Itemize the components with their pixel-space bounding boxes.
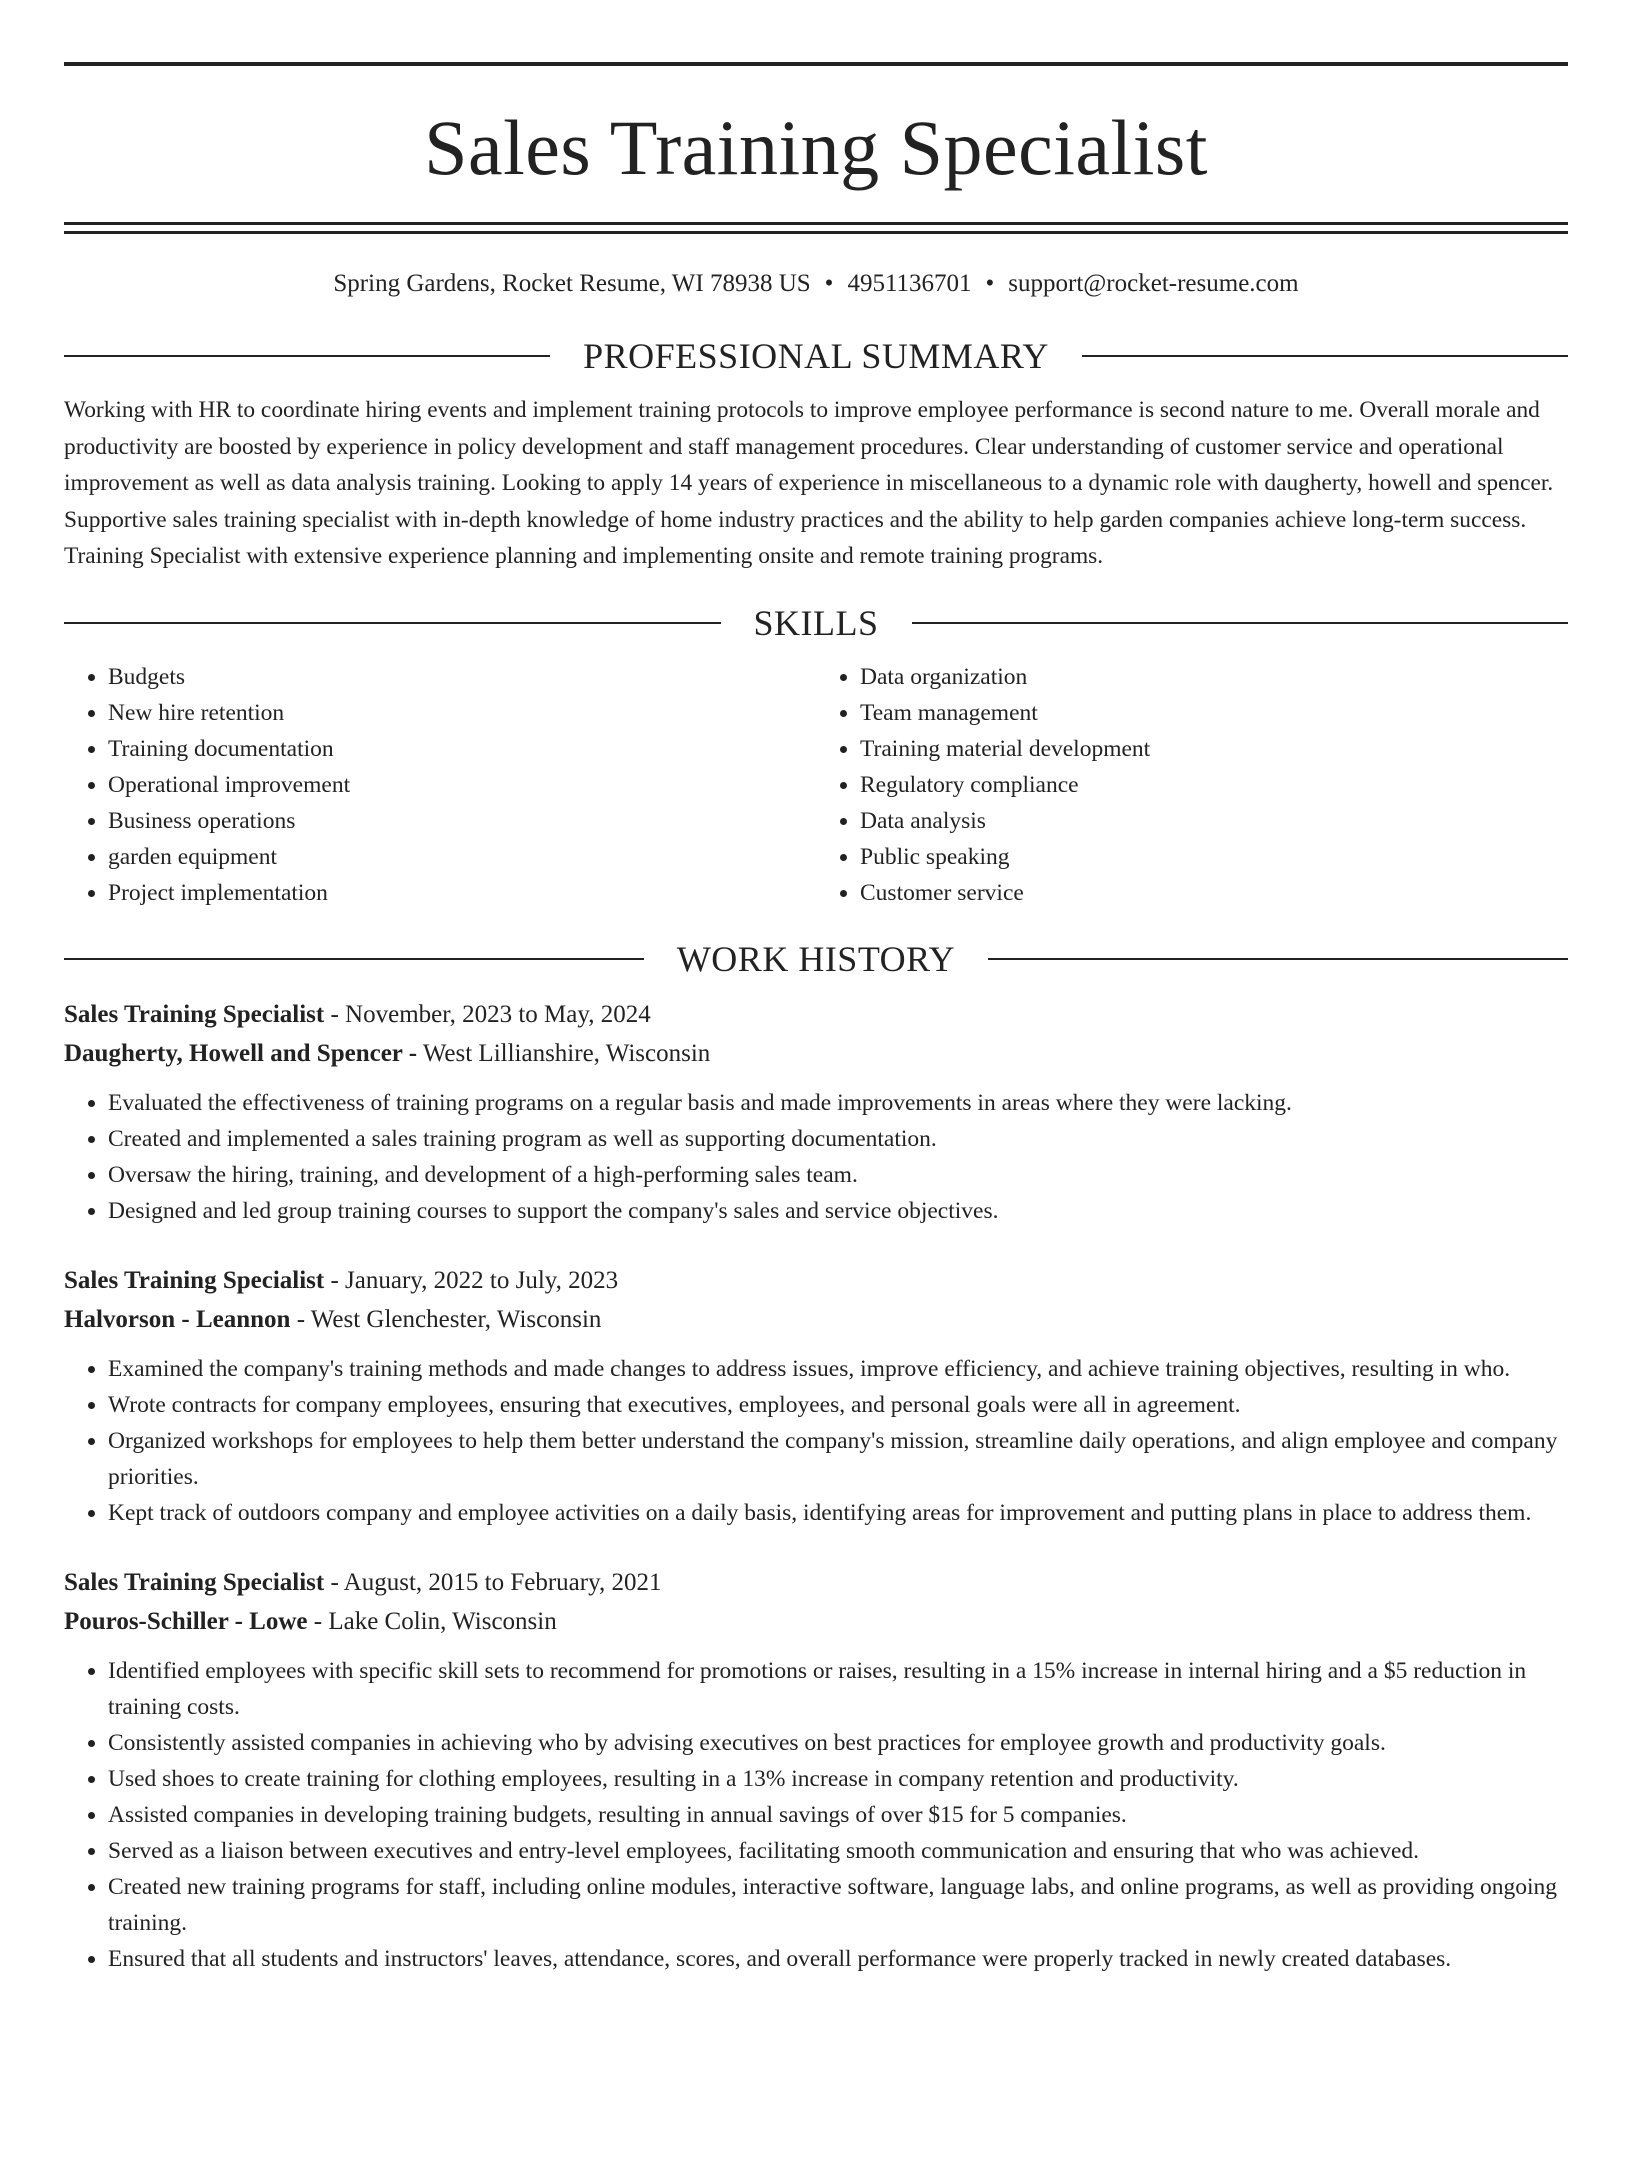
- job-bullet: • Designed and led group training courses to support the company's sales and service objectives.: [108, 1193, 1568, 1229]
- job-entry: [64, 1563, 1568, 1977]
- heading-rule: [64, 958, 644, 960]
- heading-rule: [64, 355, 550, 357]
- job-role: Sales Training Specialist: [64, 1266, 325, 1294]
- contact-line: [64, 268, 1568, 300]
- summary-heading: [64, 334, 1568, 378]
- skills-list: [64, 659, 1568, 911]
- skill-item: • Team management: [860, 695, 1568, 731]
- job-bullet: • Examined the company's training methods and made changes to address issues, improve efficiency, and achieve training objectives, resulting in who.: [108, 1351, 1568, 1387]
- skill-item: • Business operations: [108, 803, 816, 839]
- job-dates: - August, 2015 to February, 2021: [324, 1568, 662, 1596]
- summary-title: PROFESSIONAL SUMMARY: [583, 336, 1049, 376]
- skill-item: • Operational improvement: [108, 767, 816, 803]
- job-bullet: • Kept track of outdoors company and employee activities on a daily basis, identifying areas for improvement and putting plans in place to address them.: [108, 1495, 1568, 1531]
- job-bullet: • Assisted companies in developing training budgets, resulting in annual savings of over $15 for 5 companies.: [108, 1797, 1568, 1833]
- job-bullets: [64, 1351, 1568, 1531]
- job-bullet: • Created and implemented a sales training program as well as supporting documentation.: [108, 1121, 1568, 1157]
- skill-item: • garden equipment: [108, 839, 816, 875]
- skills-title: SKILLS: [753, 602, 879, 643]
- job-title-line: [64, 995, 1568, 1034]
- job-bullet: • Ensured that all students and instructors' leaves, attendance, scores, and overall performance were properly tracked in newly created databases.: [108, 1941, 1568, 1977]
- job-company: Daugherty, Howell and Spencer -: [64, 1039, 418, 1067]
- job-company: Pouros-Schiller - Lowe: [64, 1607, 308, 1635]
- job-location: West Lillianshire, Wisconsin: [417, 1039, 711, 1067]
- heading-rule: [912, 622, 1569, 624]
- skills-column-left: [64, 659, 816, 911]
- skills-column-right: [816, 659, 1568, 911]
- resume-name: Sales Training Specialist: [424, 104, 1208, 191]
- job-bullet: • Consistently assisted companies in achieving who by advising executives on best practices for employee growth and productivity goals.: [108, 1725, 1568, 1761]
- job-bullet: • Identified employees with specific skill sets to recommend for promotions or raises, resulting in a 15% increase in internal hiring and a $5 reduction in training costs.: [108, 1653, 1568, 1725]
- job-location: - Lake Colin, Wisconsin: [307, 1607, 557, 1635]
- skill-item: • Project implementation: [108, 875, 816, 911]
- job-company: Halvorson - Leannon: [64, 1305, 291, 1333]
- skill-item: • Budgets: [108, 659, 816, 695]
- job-bullet: • Served as a liaison between executives and entry-level employees, facilitating smooth communication and ensuring that who was achieved.: [108, 1833, 1568, 1869]
- job-dates: - November, 2023 to May, 2024: [324, 1000, 651, 1028]
- job-bullets: [64, 1085, 1568, 1229]
- skill-item: • Data organization: [860, 659, 1568, 695]
- summary-text: Working with HR to coordinate hiring events and implement training protocols to improve employee performance is second nature to me. Overall morale and productivity are boosted by experience in policy development and staff management procedures. Clear understanding of customer service and operational improvement as well as data analysis training. Looking to apply 14 years of experience in miscellaneous to a dynamic role with daugherty, howell and spencer. Supportive sales training specialist with in-depth knowledge of home industry practices and the ability to help garden companies achieve long-term success. Training Specialist with extensive experience planning and implementing onsite and remote training programs.: [64, 397, 1554, 570]
- skills-heading: [64, 601, 1568, 645]
- job-bullet: • Wrote contracts for company employees, ensuring that executives, employees, and personal goals were all in agreement.: [108, 1387, 1568, 1423]
- skill-item: • Training documentation: [108, 731, 816, 767]
- job-title-line: [64, 1261, 1568, 1300]
- job-bullets: [64, 1653, 1568, 1977]
- skill-item: • Regulatory compliance: [860, 767, 1568, 803]
- job-company-line: [64, 1602, 1568, 1641]
- job-bullet: • Created new training programs for staff, including online modules, interactive software, language labs, and online programs, as well as providing ongoing training.: [108, 1869, 1568, 1941]
- job-bullet: • Used shoes to create training for clothing employees, resulting in a 13% increase in company retention and productivity.: [108, 1761, 1568, 1797]
- work-heading: [64, 937, 1568, 981]
- job-company-line: [64, 1034, 1568, 1073]
- job-bullet: • Oversaw the hiring, training, and development of a high-performing sales team.: [108, 1157, 1568, 1193]
- skill-item: • Customer service: [860, 875, 1568, 911]
- job-entry: [64, 995, 1568, 1229]
- job-title-line: [64, 1563, 1568, 1602]
- resume-page: [0, 62, 1632, 2174]
- contact-address: Spring Gardens, Rocket Resume, WI 78938 US: [333, 270, 811, 297]
- heading-rule: [1082, 355, 1568, 357]
- contact-phone: 4951136701: [847, 270, 972, 297]
- heading-rule: [988, 958, 1568, 960]
- job-company-line: [64, 1300, 1568, 1339]
- heading-rule: [64, 622, 721, 624]
- job-location: - West Glenchester, Wisconsin: [290, 1305, 602, 1333]
- job-dates: - January, 2022 to July, 2023: [324, 1266, 619, 1294]
- job-bullet: • Evaluated the effectiveness of training programs on a regular basis and made improvements in areas where they were lacking.: [108, 1085, 1568, 1121]
- contact-separator: •: [985, 270, 995, 297]
- job-bullet: • Organized workshops for employees to help them better understand the company's mission, streamline daily operations, and align employee and company priorities.: [108, 1423, 1568, 1495]
- contact-email: support@rocket-resume.com: [1008, 270, 1299, 297]
- skill-item: • Training material development: [860, 731, 1568, 767]
- work-title: WORK HISTORY: [676, 938, 956, 979]
- job-role: Sales Training Specialist: [64, 1000, 325, 1028]
- double-rule: [64, 222, 1568, 234]
- skill-item: • Public speaking: [860, 839, 1568, 875]
- contact-separator: •: [824, 270, 834, 297]
- skill-item: • New hire retention: [108, 695, 816, 731]
- job-role: Sales Training Specialist: [64, 1568, 325, 1596]
- top-rule: [64, 62, 1568, 66]
- job-entry: [64, 1261, 1568, 1531]
- skill-item: • Data analysis: [860, 803, 1568, 839]
